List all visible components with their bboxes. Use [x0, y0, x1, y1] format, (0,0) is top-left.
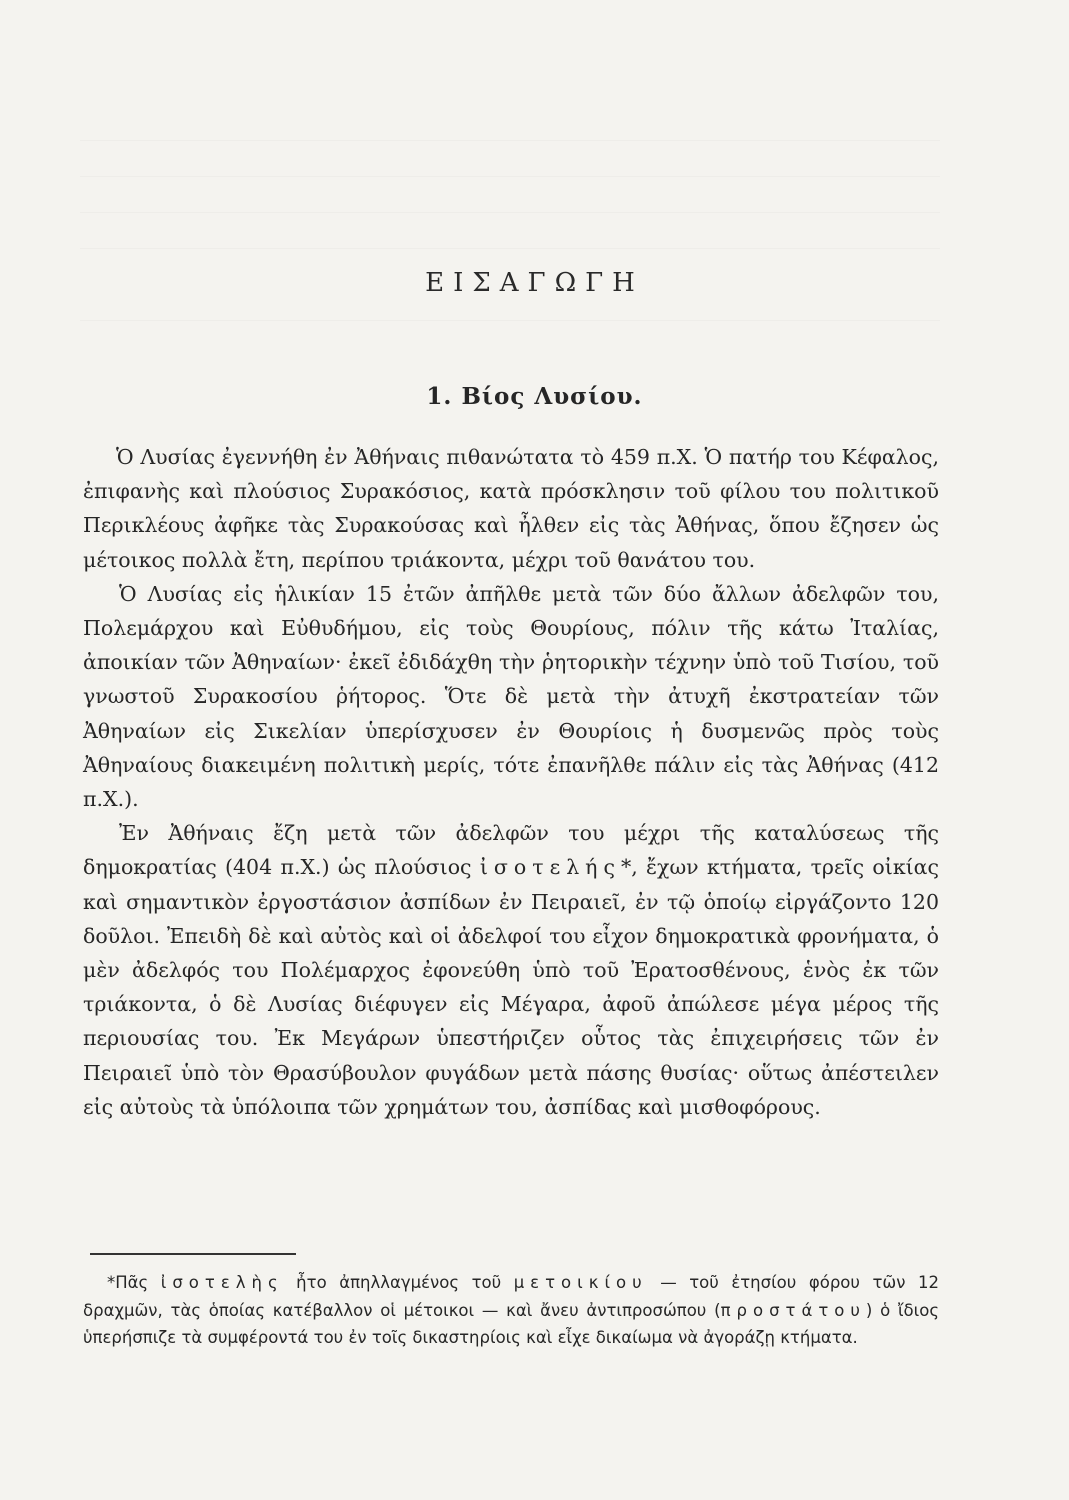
bleed-through-line: [80, 320, 940, 321]
paragraph-3-text-after: , ἔχων κτήματα, τρεῖς οἰκίας καὶ σημαντικὸν ἐργοστάσιον ἀσπίδων ἐν Πειραιεῖ, ἐν τῷ ὁποίῳ εἰργάζοντο 120 δοῦλοι. Ἐπειδὴ δὲ καὶ αὐτὸς καὶ οἱ ἀδελφοί του εἶχον δημοκρατικὰ φρονήματα, ὁ μὲν ἀδελφός του Πολέμαρχος ἐφονεύθη ὑπὸ τοῦ Ἐρατοσθένους, ἑνὸς ἐκ τῶν τριάκοντα, ὁ δὲ Λυσίας διέφυγεν εἰς Μέγαρα, ἀφοῦ ἀπώλεσε μέγα μέρος τῆς περιουσίας του. Ἐκ Μεγάρων ὑπεστήριζεν οὗτος τὰς ἐπιχειρήσεις τῶν ἐν Πειραιεῖ ὑπὸ τὸν Θρασύβουλον φυγάδων μετὰ πάσης θυσίας· οὕτως ἀπέστειλεν εἰς αὐτοὺς τὰ ὑπόλοιπα τῶν χρημάτων του, ἀσπίδας καὶ μισθοφόρους.: [83, 855, 939, 1119]
footnote-spaced-metoikiou: μετοικίου: [513, 1273, 648, 1292]
footnote: [83, 1269, 939, 1352]
footnote-divider: [90, 1253, 296, 1255]
footnote-part-1: Πᾶς: [115, 1273, 161, 1292]
footnote-part-4: ) ὁ ἴδιος ὑπερήσπιζε τὰ συμφέροντά του ἐν τοῖς δικαστηρίοις καὶ εἶχε δικαίωμα νὰ ἀγοράζῃ κτήματα.: [83, 1300, 940, 1347]
footnote-marker: *: [107, 1273, 116, 1292]
paragraph-3: [83, 816, 939, 1124]
paragraph-3-text-before: Ἐν Ἀθήναις ἔζη μετὰ τῶν ἀδελφῶν του μέχρι τῆς καταλύσεως τῆς δημοκρατίας (404 π.Χ.) ὡς πλούσιος: [83, 821, 939, 880]
section-heading: 1. Βίος Λυσίου.: [426, 383, 643, 410]
bleed-through-line: [80, 248, 940, 249]
spaced-term-isoteles: ἰσοτελής: [479, 855, 621, 880]
footnote-part-3: — τοῦ ἐτησίου φόρου τῶν 12 δραχμῶν, τὰς ὁποίας κατέβαλλον οἱ μέτοικοι — καὶ ἄνευ ἀντιπροσώπου (: [83, 1273, 939, 1320]
bleed-through-line: [80, 212, 940, 213]
page-title: ΕΙΣΑΓΩΓΗ: [425, 268, 644, 298]
bleed-through-line: [80, 176, 940, 177]
footnote-part-2: ἦτο ἀπηλλαγμένος τοῦ: [283, 1273, 514, 1292]
footnote-text: [83, 1269, 939, 1352]
body-text: [83, 440, 939, 1124]
paragraph-1: Ὁ Λυσίας ἐγεννήθη ἐν Ἀθήναις πιθανώτατα τὸ 459 π.Χ. Ὁ πατήρ του Κέφαλος, ἐπιφανὴς καὶ πλούσιος Συρακόσιος, κατὰ πρόσκλησιν τοῦ φίλου του πολιτικοῦ Περικλέους ἀφῆκε τὰς Συρακούσας καὶ ἦλθεν εἰς τὰς Ἀθήνας, ὅπου ἔζησεν ὡς μέτοικος πολλὰ ἔτη, περίπου τριάκοντα, μέχρι τοῦ θανάτου του.: [83, 445, 939, 572]
footnote-marker: *: [620, 855, 632, 880]
footnote-spaced-isoteles: ἰσοτελὴς: [160, 1273, 284, 1292]
footnote-spaced-prostatou: προστάτου: [720, 1300, 866, 1320]
bleed-through-line: [80, 140, 940, 141]
paragraph-2: Ὁ Λυσίας εἰς ἡλικίαν 15 ἐτῶν ἀπῆλθε μετὰ τῶν δύο ἄλλων ἀδελφῶν του, Πολεμάρχου καὶ Εὐθυδήμου, εἰς τοὺς Θουρίους, πόλιν τῆς κάτω Ἰταλίας, ἀποικίαν τῶν Ἀθηναίων· ἐκεῖ ἐδιδάχθη τὴν ῥητορικὴν τέχνην ὑπὸ τοῦ Τισίου, τοῦ γνωστοῦ Συρακοσίου ῥήτορος. Ὅτε δὲ μετὰ τὴν ἀτυχῆ ἐκστρατείαν τῶν Ἀθηναίων εἰς Σικελίαν ὑπερίσχυσεν ἐν Θουρίοις ἡ δυσμενῶς πρὸς τοὺς Ἀθηναίους διακειμένη πολιτικὴ μερίς, τότε ἐπανῆλθε πάλιν εἰς τὰς Ἀθήνας (412 π.Χ.).: [83, 581, 939, 812]
